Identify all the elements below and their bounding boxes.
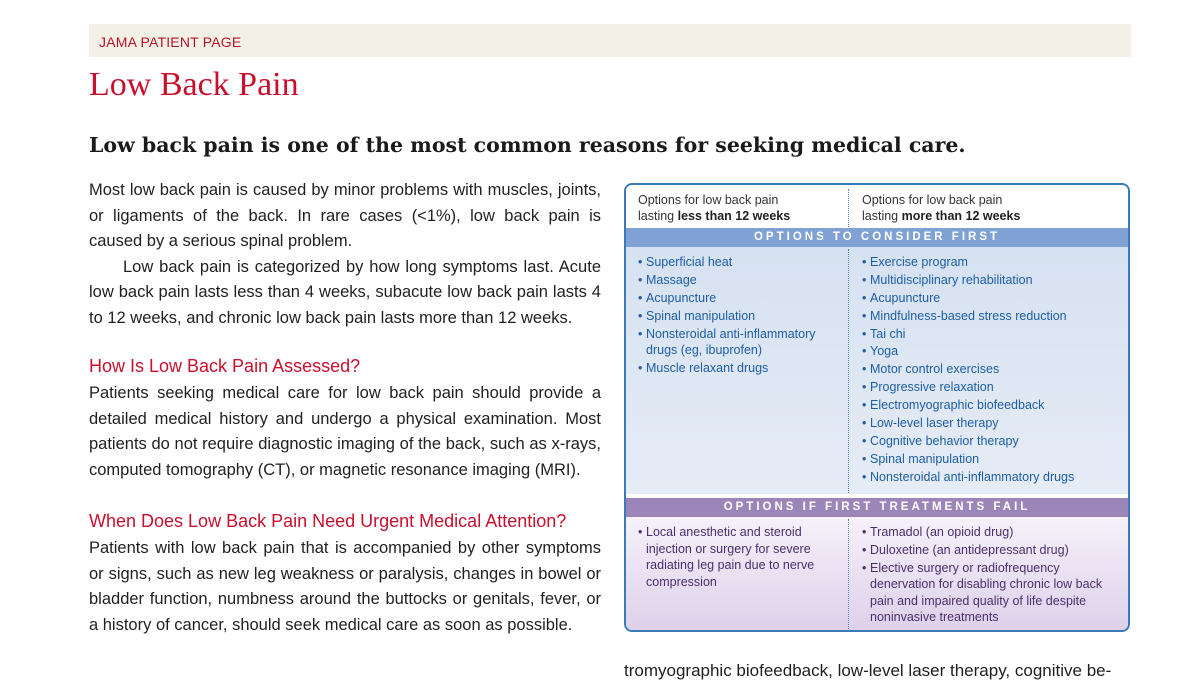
header-banner [89,24,1131,57]
assessed-paragraph: Patients seeking medical care for low back pain should provide a detailed medical history and undergo a physical examination. Most patients do not require diagnostic imaging of the back, such as x-rays, computed tomography (CT), or magnetic resonance imaging (MRI). [89,384,601,479]
list-item: • Exercise program [862,254,1124,271]
list-item: • Nonsteroidal anti-inflammatory drugs (eg, ibuprofen) [638,326,838,359]
list-item: • Massage [638,272,838,289]
list-item: • Elective surgery or radiofrequency denervation for disabling chronic low back pain and impaired quality of life despite noninvasive treatments [862,560,1124,626]
list-item: • Tai chi [862,326,1124,343]
list-item: • Nonsteroidal anti-inflammatory drugs [862,469,1124,486]
list-item: • Duloxetine (an antidepressant drug) [862,542,1124,559]
band-options-first: OPTIONS TO CONSIDER FIRST [626,228,1128,247]
list-item: • Electromyographic biofeedback [862,397,1124,414]
list-item: • Tramadol (an opioid drug) [862,524,1124,541]
column-divider-first [848,249,849,493]
heading-urgent: When Does Low Back Pain Need Urgent Medical Attention? [89,511,567,531]
heading-assessed: How Is Low Back Pain Assessed? [89,356,361,376]
treatment-options-figure [624,183,1130,632]
column-head-long-line2 [862,208,1020,224]
page-subtitle: Low back pain is one of the most common reasons for seeking medical care. [89,133,966,157]
urgent-paragraph: Patients with low back pain that is accompanied by other symptoms or signs, such as new leg weakness or paralysis, changes in bowel or bladder function, numbness around the buttocks or genitals, fever, or a history of cancer, should seek medical care as soon as possible. [89,539,601,634]
column-head-short-line2 [638,208,790,224]
intro-text [89,178,601,331]
column-head-long-prefix: lasting [862,209,902,223]
list-item: • Spinal manipulation [638,308,838,325]
intro-paragraph-1: Most low back pain is caused by minor problems with muscles, joints, or ligaments of the back. In rare cases (<1%), low back pain is caused by a serious spinal problem. [89,181,601,250]
list-item: • Multidisciplinary rehabilitation [862,272,1124,289]
list-item: • Progressive relaxation [862,379,1124,396]
column-head-long [862,192,1020,224]
list-item: • Superficial heat [638,254,838,271]
list-first-long [862,254,1124,487]
column-head-short [638,192,790,224]
column-head-short-prefix: lasting [638,209,678,223]
list-item: • Spinal manipulation [862,451,1124,468]
figure-header [626,185,1128,228]
intro-paragraph-2: Low back pain is categorized by how long symptoms last. Acute low back pain lasts less than 4 weeks, subacute low back pain lasts 4 to 12 weeks, and chronic low back pain lasts more than 12 weeks. [89,257,601,327]
urgent-text [89,536,601,638]
header-divider [848,189,849,227]
column-head-long-line1: Options for low back pain [862,193,1003,207]
list-item: • Mindfulness-based stress reduction [862,308,1124,325]
list-item: • Low-level laser therapy [862,415,1124,432]
assessed-text [89,381,601,483]
list-item: • Yoga [862,343,1124,360]
list-item: • Motor control exercises [862,361,1124,378]
column-divider-fail [848,519,849,631]
list-fail-long [862,524,1124,627]
list-item: • Local anesthetic and steroid injection or surgery for severe radiating leg pain due to nerve compression [638,524,838,590]
list-item: • Acupuncture [638,290,838,307]
page-title: Low Back Pain [89,66,299,103]
column-head-short-line1: Options for low back pain [638,193,779,207]
list-item: • Cognitive behavior therapy [862,433,1124,450]
banner-label: JAMA PATIENT PAGE [99,34,242,50]
continued-text: tromyographic biofeedback, low-level laser therapy, cognitive be- [624,661,1112,680]
list-item: • Acupuncture [862,290,1124,307]
list-fail-short [638,524,838,591]
column-head-short-bold: less than 12 weeks [677,209,791,223]
band-options-fail: OPTIONS IF FIRST TREATMENTS FAIL [626,498,1128,517]
list-item: • Muscle relaxant drugs [638,360,838,377]
column-head-long-bold: more than 12 weeks [901,209,1021,223]
list-first-short [638,254,838,378]
